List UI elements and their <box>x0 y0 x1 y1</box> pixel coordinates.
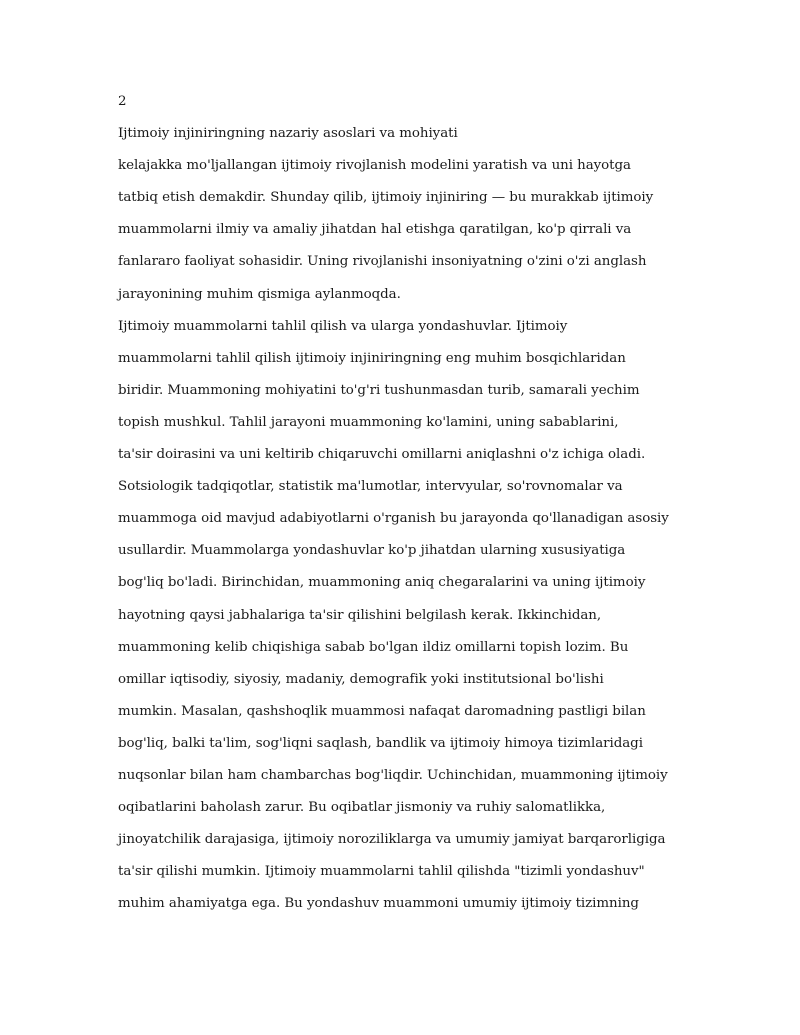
text-line: hayotning qaysi jabhalariga ta'sir qilishini belgilash kerak. Ikkinchidan, <box>118 607 602 623</box>
document-text <box>118 86 718 920</box>
text-line: ta'sir doirasini va uni keltirib chiqaruvchi omillarni aniqlashni o'z ichiga oladi. <box>118 447 646 463</box>
text-line: oqibatlarini baholash zarur. Bu oqibatlar jismoniy va ruhiy salomatlikka, <box>118 800 606 816</box>
text-line: usullardir. Muammolarga yondashuvlar ko'p jihatdan ularning xususiyatiga <box>118 543 626 559</box>
text-line: jarayonining muhim qismiga aylanmoqda. <box>118 286 401 302</box>
text-line: bog'liq, balki ta'lim, sog'liqni saqlash, bandlik va ijtimoiy himoya tizimlaridagi <box>118 735 643 751</box>
text-line: ta'sir qilishi mumkin. Ijtimoiy muammolarni tahlil qilishda "tizimli yondashuv" <box>118 864 645 880</box>
section-title: Ijtimoiy injiniringning nazariy asoslari va mohiyati <box>118 126 458 142</box>
text-line: nuqsonlar bilan ham chambarchas bog'liqdir. Uchinchidan, muammoning ijtimoiy <box>118 767 668 783</box>
text-line: Sotsiologik tadqiqotlar, statistik ma'lumotlar, intervyular, so'rovnomalar va <box>118 479 623 495</box>
text-line: kelajakka mo'ljallangan ijtimoiy rivojlanish modelini yaratish va uni hayotga <box>118 158 631 174</box>
text-line: omillar iqtisodiy, siyosiy, madaniy, demografik yoki institutsional bo'lishi <box>118 671 604 687</box>
text-line: jinoyatchilik darajasiga, ijtimoiy noroziliklarga va umumiy jamiyat barqarorligiga <box>118 832 666 848</box>
page-number: 2 <box>118 94 127 109</box>
text-line: muammoning kelib chiqishiga sabab bo'lgan ildiz omillarni topish lozim. Bu <box>118 639 629 655</box>
text-line: muammolarni tahlil qilish ijtimoiy injiniringning eng muhim bosqichlaridan <box>118 350 626 366</box>
text-line: muhim ahamiyatga ega. Bu yondashuv muammoni umumiy ijtimoiy tizimning <box>118 896 639 912</box>
text-line: topish mushkul. Tahlil jarayoni muammoning ko'lamini, uning sabablarini, <box>118 414 619 430</box>
text-line: muammolarni ilmiy va amaliy jihatdan hal etishga qaratilgan, ko'p qirrali va <box>118 222 632 238</box>
text-line: tatbiq etish demakdir. Shunday qilib, ijtimoiy injiniring — bu murakkab ijtimoiy <box>118 190 654 206</box>
text-line: fanlararo faoliyat sohasidir. Uning rivojlanishi insoniyatning o'zini o'zi anglash <box>118 254 647 270</box>
text-line: bog'liq bo'ladi. Birinchidan, muammoning aniq chegaralarini va uning ijtimoiy <box>118 575 646 591</box>
text-line: Ijtimoiy muammolarni tahlil qilish va ularga yondashuvlar. Ijtimoiy <box>118 318 568 334</box>
text-line: mumkin. Masalan, qashshoqlik muammosi nafaqat daromadning pastligi bilan <box>118 703 646 719</box>
text-line: muammoga oid mavjud adabiyotlarni o'rganish bu jarayonda qo'llanadigan asosiy <box>118 511 669 527</box>
text-line: biridir. Muammoning mohiyatini to'g'ri tushunmasdan turib, samarali yechim <box>118 382 640 398</box>
